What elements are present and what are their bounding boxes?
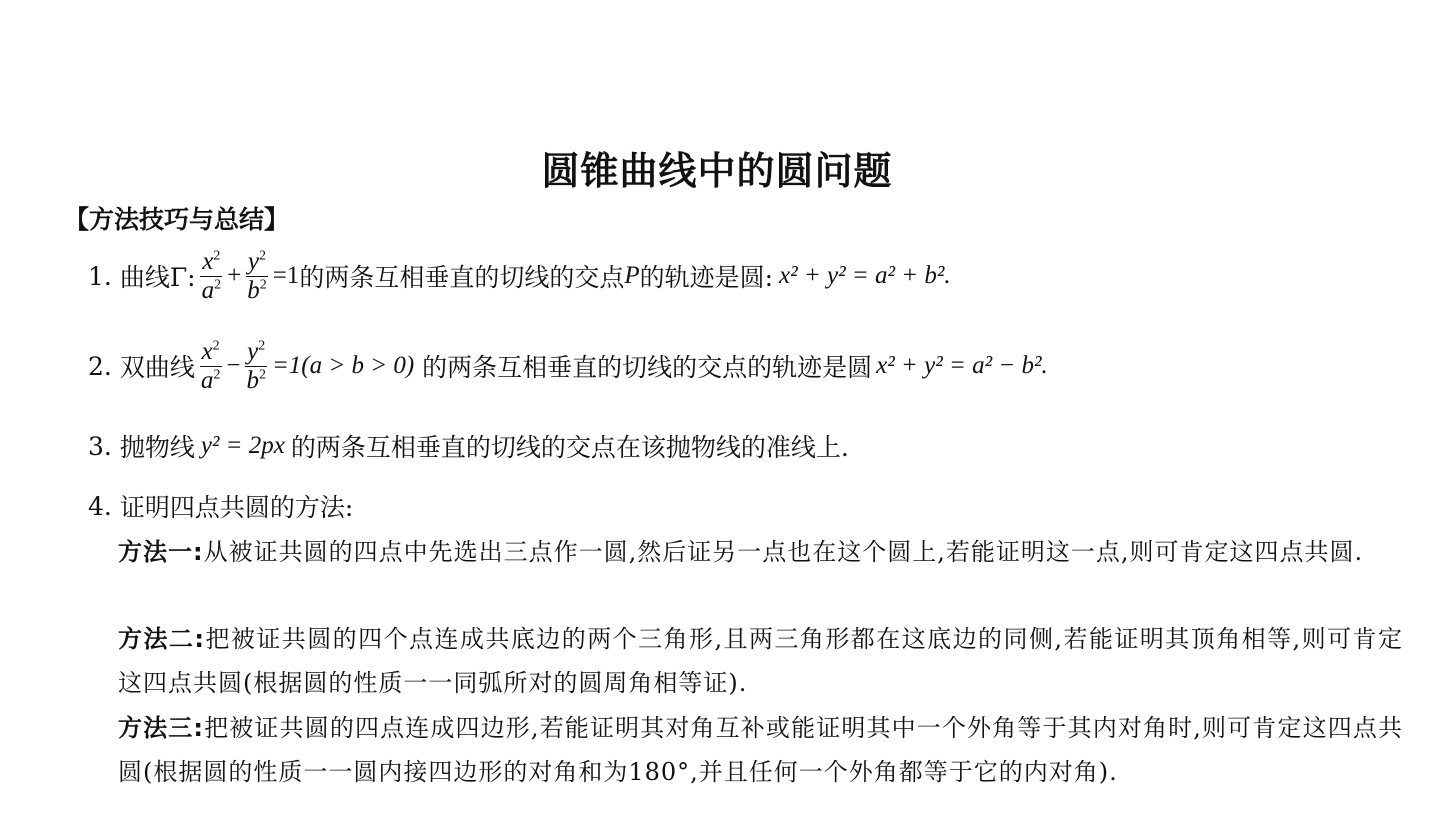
parabola-equation: y² = 2px <box>200 432 285 459</box>
item-number: 1. <box>88 261 112 291</box>
equation-rhs: =1(a > b > 0) <box>271 352 415 379</box>
item-number: 4. <box>88 491 112 521</box>
item-4 <box>88 488 353 524</box>
method-2 <box>118 617 1403 705</box>
method-label: 方法一: <box>118 538 204 566</box>
fraction-y2-b2: $\frac{y^2}{b^2}$ <box>246 338 266 394</box>
item-3 <box>88 428 849 464</box>
circle-equation: x² + y² = a² + b². <box>779 262 951 289</box>
equation-rhs: =1 <box>272 262 300 289</box>
method-3 <box>118 706 1403 794</box>
method-text: 从被证共圆的四点中先选出三点作一圆,然后证另一点也在这个圆上,若能证明这一点,则可肯定这四点共圆. <box>203 538 1364 566</box>
method-1 <box>118 530 1403 574</box>
method-label: 方法三: <box>118 714 205 742</box>
item-text: 的两条互相垂直的切线的交点 <box>299 263 625 292</box>
item-text: 证明四点共圆的方法: <box>119 493 354 522</box>
item-number: 3. <box>88 431 112 461</box>
fraction-x2-a2: $\frac{x^2}{a^2}$ <box>200 338 221 394</box>
item-lead: 曲线Γ: <box>119 263 196 292</box>
item-text-2: 的轨迹是圆: <box>639 263 774 292</box>
method-text: 把被证共圆的四点连成四边形,若能证明其对角互补或能证明其中一个外角等于其内对角时,则可肯定这四点共圆(根据圆的性质一一圆内接四边形的对角和为180°,并且任何一个外角都等于它的内对角). <box>118 714 1403 786</box>
point-p: P <box>624 262 640 289</box>
item-number: 2. <box>88 351 112 381</box>
item-lead: 双曲线 <box>119 353 195 382</box>
fraction-x2-a2: $\frac{x^2}{a^2}$ <box>201 248 222 304</box>
fraction-y2-b2: $\frac{y^2}{b^2}$ <box>247 248 267 304</box>
item-2: 2. 双曲线 $\frac{x^2}{a^2}$ − $\frac{y^2}{b^2}$ =1(a > b > 0) 的两条互相垂直的切线的交点的轨迹是圆 x² + y² = a² − b². <box>88 338 1048 394</box>
item-lead: 抛物线 <box>119 433 195 462</box>
page-title: 圆锥曲线中的圆问题 <box>541 149 893 193</box>
section-heading: 【方法技巧与总结】 <box>64 205 290 234</box>
item-text: 的两条互相垂直的切线的交点在该抛物线的准线上. <box>290 433 849 462</box>
item-1: 1. 曲线Γ: $\frac{x^2}{a^2}$ + $\frac{y^2}{b^2}$ =1 的两条互相垂直的切线的交点 P 的轨迹是圆: x² + y² = a² + b². <box>88 248 951 304</box>
circle-equation: x² + y² = a² − b². <box>876 352 1048 379</box>
method-label: 方法二: <box>118 625 205 653</box>
method-text: 把被证共圆的四个点连成共底边的两个三角形,且两三角形都在这底边的同侧,若能证明其顶角相等,则可肯定这四点共圆(根据圆的性质一一同弧所对的圆周角相等证). <box>118 625 1403 697</box>
item-text: 的两条互相垂直的切线的交点的轨迹是圆 <box>422 353 873 382</box>
